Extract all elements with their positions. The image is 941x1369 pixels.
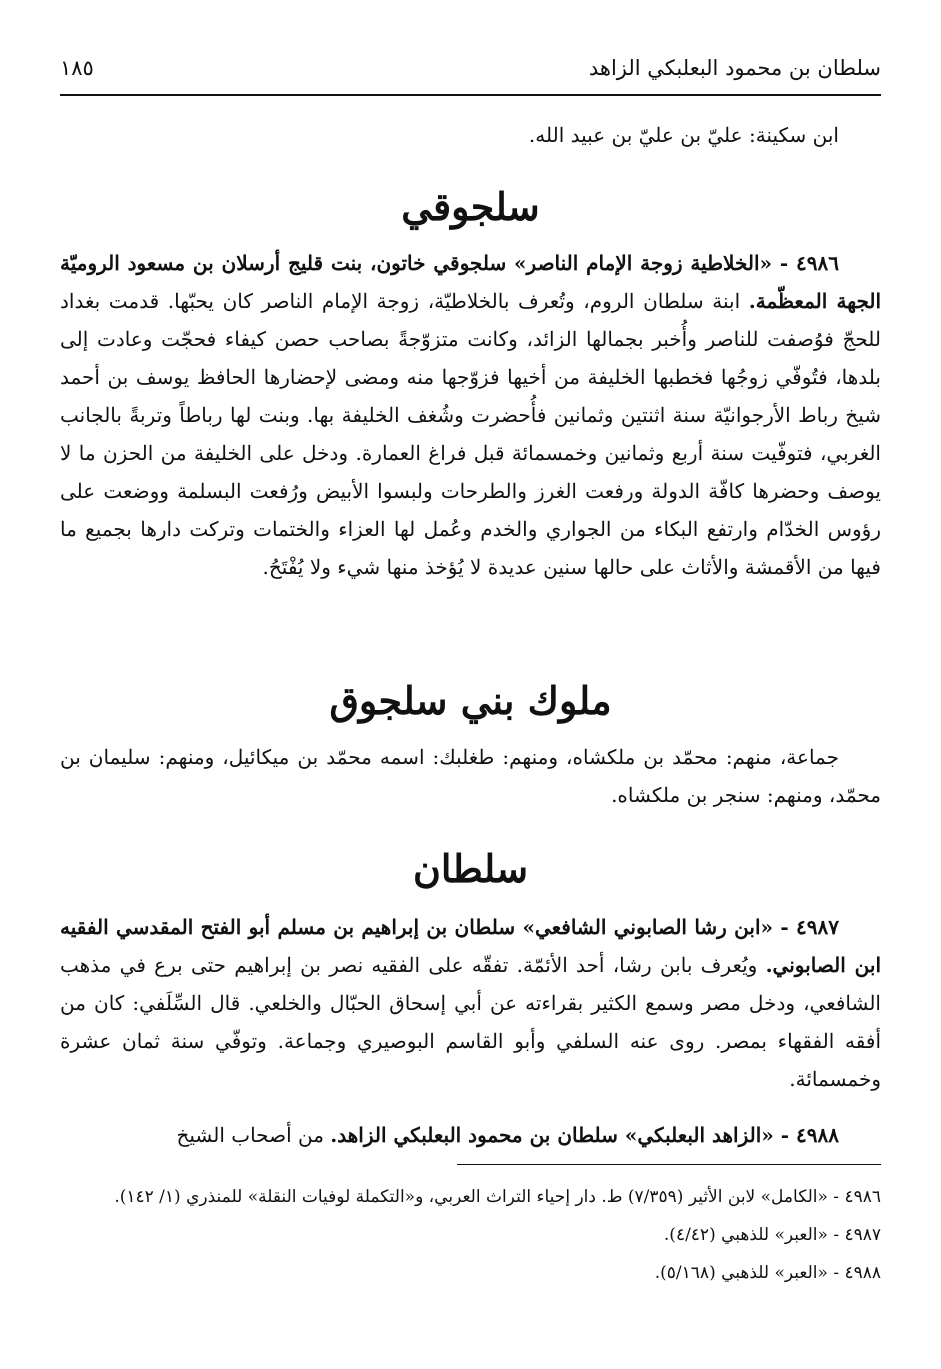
entry-lemma: ٤٩٨٨ - «الزاهد البعلبكي» سلطان بن محمود البعلبكي الزاهد. — [330, 1123, 839, 1147]
section-heading-saljuqi: سلجوقي — [401, 184, 540, 229]
entry-lemma: ٤٩٨٦ - «الخلاطية زوجة الإمام الناصر» سلجوقي خاتون، بنت قليج أرسلان بن مسعود الروميّة الجهة المعظّمة. — [60, 251, 881, 313]
entry-4986 — [60, 244, 881, 586]
header-rule — [60, 94, 881, 96]
section-heading-muluk-bani-saljuq: ملوك بني سلجوق — [329, 678, 612, 723]
page-number: ١٨٥ — [60, 56, 94, 80]
entry-paragraph — [60, 244, 881, 586]
section-heading-sultan: سلطان — [412, 846, 529, 891]
footnote-4988: ٤٩٨٨ - «العبر» للذهبي (٥/١٦٨). — [654, 1263, 881, 1283]
footnote-4987: ٤٩٨٧ - «العبر» للذهبي (٤/٤٢). — [663, 1225, 881, 1245]
entry-text: ابنة سلطان الروم، وتُعرف بالخلاطيّة، زوجة الإمام الناصر كان يحبّها. قدمت بغداد للحجّ فوُصفت للناصر وأُخبر بجمالها الزائد، وكانت متزوّجةً بصاحب حصن كيفاء فحجّت وعادت إلى بلدها، فتُوفّي زوجُها فخطبها الخليفة من أخيها فزوّجها منه ومضى لإحضارها الحافظ يوسف بن أحمد شيخ رباط الأرجوانيّة سنة اثنتين وثمانين فأُحضرت وشُغف الخليفة بها. وبنت لها رباطاً وتربةً بالجانب الغربي، فتوفّيت سنة أربع وثمانين وخمسمائة قبل فراغ العمارة. ودخل على الخليفة من الحزن ما لا يوصف وحضرها كافّة الدولة ورفعت الغرز والطرحات ولبسوا الأبيض ورُفعت البسلمة ووضعت على رؤوس الخدّام وارتفع البكاء من الجواري والخدم وعُمل لها العزاء والختمات وتركت دارها بجميع ما فيها من الأقمشة والأثاث على حالها سنين عديدة لا يُؤخذ منها شيء ولا يُفْتَحُ. — [60, 289, 881, 579]
footnote-4986: ٤٩٨٦ - «الكامل» لابن الأثير (٧/٣٥٩) ط. دار إحياء التراث العربي، و«التكملة لوفيات النقلة» للمنذري (١/ ١٤٢). — [114, 1187, 881, 1207]
entry-4988 — [60, 1116, 881, 1154]
intro-line: ابن سكينة: عليّ بن عليّ بن عبيد الله. — [528, 123, 839, 147]
entry-paragraph — [60, 1116, 881, 1154]
running-head — [60, 48, 881, 88]
running-title: سلطان بن محمود البعلبكي الزاهد — [588, 56, 881, 80]
intro-paragraph — [60, 116, 881, 154]
entry-text: ويُعرف بابن رشا، أحد الأئمّة. تفقّه على الفقيه نصر بن إبراهيم حتى برع في مذهب الشافعي، ودخل مصر وسمع الكثير بقراءته عن أبي إسحاق الحبّال والخلعي. قال السِّلَفي: كان من أفقه الفقهاء بمصر. روى عنه السلفي وأبو القاسم البوصيري وجماعة. وتوفّي سنة ثمان عشرة وخمسمائة. — [60, 953, 882, 1091]
footnotes — [60, 1178, 881, 1292]
entry-muluk — [60, 738, 881, 814]
entry-lemma: ٤٩٨٧ - «ابن رشا الصابوني الشافعي» سلطان بن إبراهيم بن مسلم أبو الفتح المقدسي الفقيه ابن الصابوني. — [60, 915, 881, 977]
entry-paragraph — [60, 908, 881, 1098]
footnote-rule — [457, 1164, 881, 1165]
entry-paragraph: جماعة، منهم: محمّد بن ملكشاه، ومنهم: طغلبك: اسمه محمّد بن ميكائيل، ومنهم: سليمان بن محمّد، ومنهم: سنجر بن ملكشاه. — [60, 745, 881, 807]
entry-text: من أصحاب الشيخ — [176, 1123, 331, 1147]
entry-4987 — [60, 908, 881, 1098]
